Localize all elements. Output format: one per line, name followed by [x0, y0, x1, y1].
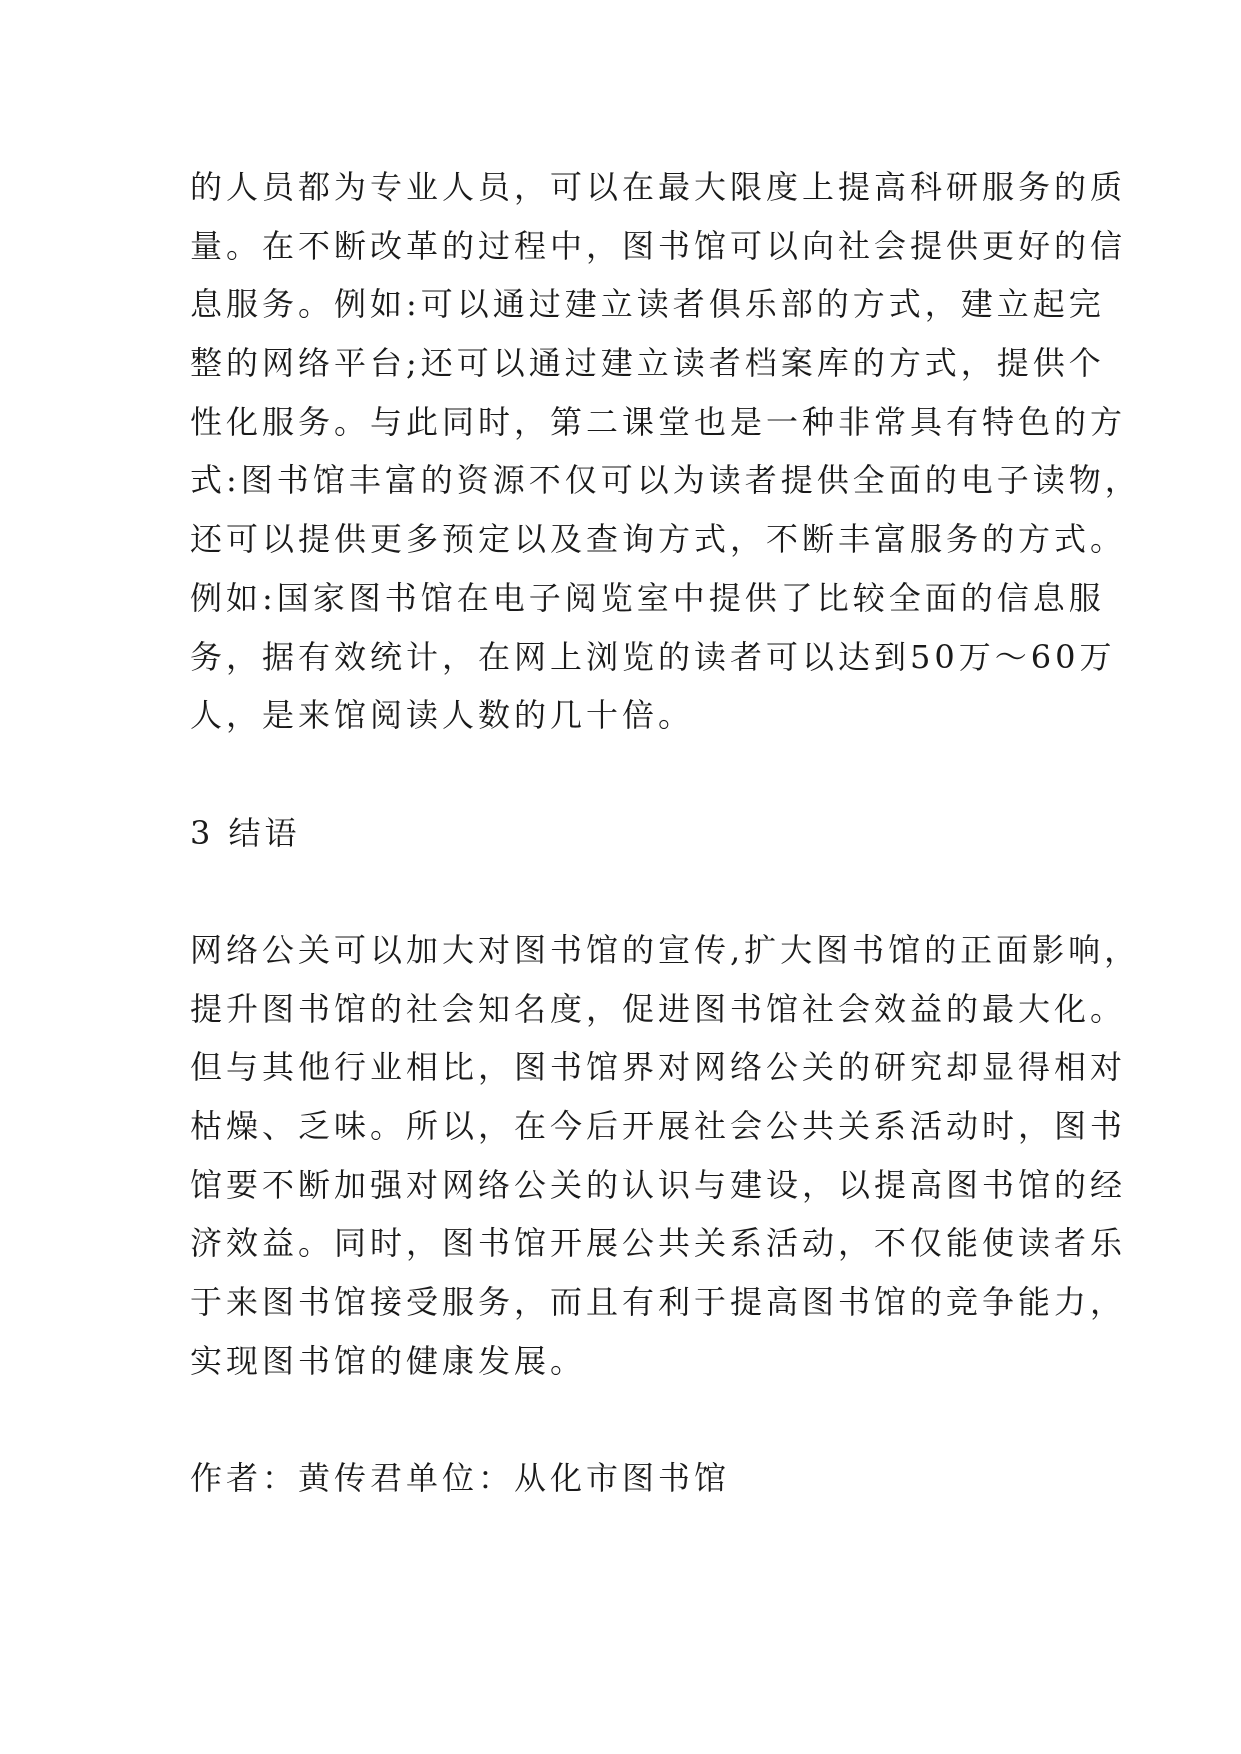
text-line: 但与其他行业相比，图书馆界对网络公关的研究却显得相对: [190, 1048, 1127, 1087]
paragraph-spacer: [190, 862, 1070, 921]
section-heading: 3 结语: [190, 813, 301, 852]
text-line: 的人员都为专业人员，可以在最大限度上提高科研服务的质: [190, 168, 1127, 206]
text-line: 枯燥、乏味。所以，在今后开展社会公共关系活动时，图书: [190, 1107, 1127, 1145]
text-line: 人，是来馆阅读人数的几十倍。: [190, 696, 695, 735]
text-line: 整的网络平台;还可以通过建立读者档案库的方式，提供个: [190, 344, 1105, 383]
text-line: 实现图书馆的健康发展。: [190, 1341, 587, 1380]
text-line: 还可以提供更多预定以及查询方式，不断丰富服务的方式。: [190, 520, 1127, 559]
text-line: 性化服务。与此同时，第二课堂也是一种非常具有特色的方: [190, 402, 1127, 441]
text-line: 馆要不断加强对网络公关的认识与建设，以提高图书馆的经: [190, 1165, 1127, 1204]
document-body: [190, 158, 1141, 1508]
text-line: 务，据有效统计，在网上浏览的读者可以达到50万～60万: [190, 637, 1116, 676]
text-line: 于来图书馆接受服务，而且有利于提高图书馆的竞争能力，: [190, 1283, 1127, 1322]
paragraph-conclusion: [190, 921, 1141, 1391]
text-line: 济效益。同时，图书馆开展公共关系活动，不仅能使读者乐: [190, 1224, 1127, 1263]
text-line: 例如:国家图书馆在电子阅览室中提供了比较全面的信息服: [190, 578, 1105, 617]
author-info: 作者：黄传君单位：从化市图书馆: [190, 1459, 731, 1498]
text-line: 息服务。例如:可以通过建立读者俱乐部的方式，建立起完: [190, 285, 1105, 324]
text-line: 式:图书馆丰富的资源不仅可以为读者提供全面的电子读物，: [190, 461, 1141, 500]
text-line: 网络公关可以加大对图书馆的宣传,扩大图书馆的正面影响，: [190, 930, 1141, 969]
paragraph-continued: [190, 158, 1141, 745]
text-line: 量。在不断改革的过程中，图书馆可以向社会提供更好的信: [190, 226, 1127, 265]
text-line: 提升图书馆的社会知名度，促进图书馆社会效益的最大化。: [190, 989, 1127, 1028]
paragraph-spacer: [190, 745, 1070, 804]
paragraph-spacer: [190, 1390, 1070, 1449]
